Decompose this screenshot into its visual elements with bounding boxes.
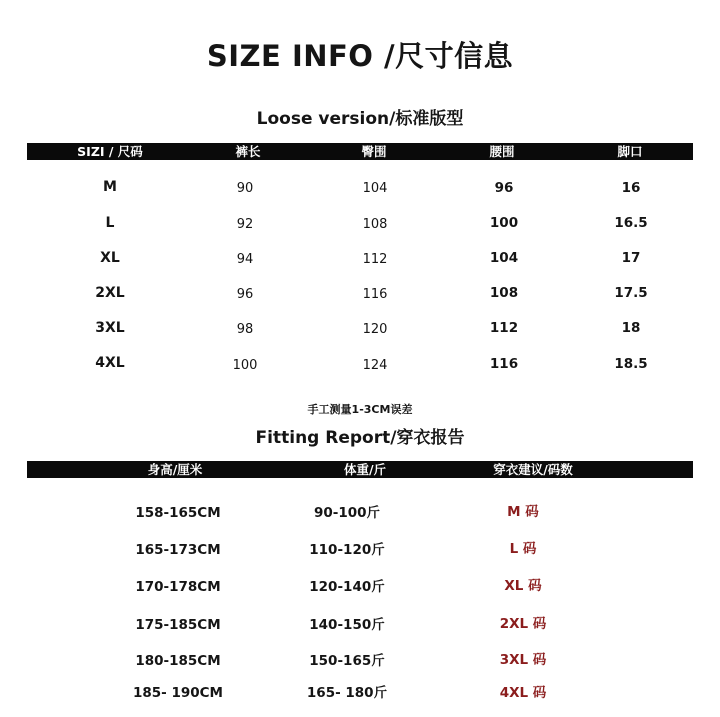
fitting-header-col-0: 身高/厘米 (147, 462, 203, 477)
size-cell: XL (100, 250, 120, 266)
size-cell: 2XL (95, 285, 125, 301)
recommended-size-cell: M 码 (507, 504, 539, 520)
size-header-col-2: 臀围 (361, 144, 387, 159)
size-cell: 4XL (95, 355, 125, 371)
size-header-col-0: SIZI / 尺码 (77, 144, 143, 159)
length-cell: 94 (236, 252, 254, 267)
fitting-header-col-1: 体重/斤 (343, 462, 387, 477)
hip-cell: 112 (362, 252, 388, 267)
page-title: SIZE INFO /尺寸信息 (206, 39, 514, 73)
length-cell: 92 (236, 217, 254, 232)
fitting-header-col-2: 穿衣建议/码数 (493, 462, 573, 477)
hip-cell: 124 (362, 358, 388, 373)
weight-cell: 110-120斤 (309, 542, 385, 558)
height-cell: 180-185CM (135, 653, 221, 669)
weight-cell: 120-140斤 (309, 579, 385, 595)
length-cell: 96 (236, 287, 254, 302)
height-cell: 158-165CM (135, 505, 221, 521)
recommended-size-cell: 2XL 码 (499, 616, 547, 632)
leg-opening-cell: 18 (621, 320, 641, 336)
waist-cell: 100 (489, 215, 519, 231)
size-header-col-3: 腰围 (489, 144, 515, 159)
waist-cell: 112 (489, 320, 519, 336)
size-cell: 3XL (95, 320, 125, 336)
weight-cell: 150-165斤 (309, 653, 385, 669)
measurement-note: 手工测量1-3CM误差 (307, 403, 413, 416)
length-cell: 100 (232, 358, 258, 373)
weight-cell: 165- 180斤 (306, 685, 388, 701)
length-cell: 90 (236, 181, 254, 196)
leg-opening-cell: 17 (621, 250, 641, 266)
recommended-size-cell: XL 码 (504, 578, 542, 594)
leg-opening-cell: 16.5 (614, 215, 648, 231)
hip-cell: 108 (362, 217, 388, 232)
weight-cell: 140-150斤 (309, 617, 385, 633)
length-cell: 98 (236, 322, 254, 337)
loose-version-subtitle: Loose version/标准版型 (256, 109, 464, 129)
waist-cell: 96 (494, 180, 514, 196)
size-header-col-4: 脚口 (617, 144, 643, 159)
size-header-col-1: 裤长 (235, 144, 261, 159)
size-cell: L (105, 215, 115, 231)
height-cell: 165-173CM (135, 542, 221, 558)
size-cell: M (103, 179, 117, 195)
height-cell: 175-185CM (135, 617, 221, 633)
recommended-size-cell: 4XL 码 (499, 685, 547, 701)
waist-cell: 116 (489, 356, 519, 372)
hip-cell: 116 (362, 287, 388, 302)
hip-cell: 104 (362, 181, 388, 196)
fitting-report-subtitle: Fitting Report/穿衣报告 (255, 428, 465, 448)
leg-opening-cell: 18.5 (614, 356, 648, 372)
hip-cell: 120 (362, 322, 388, 337)
leg-opening-cell: 17.5 (614, 285, 648, 301)
leg-opening-cell: 16 (621, 180, 641, 196)
weight-cell: 90-100斤 (313, 505, 381, 521)
height-cell: 185- 190CM (132, 685, 223, 701)
waist-cell: 104 (489, 250, 519, 266)
recommended-size-cell: L 码 (509, 541, 537, 557)
recommended-size-cell: 3XL 码 (499, 652, 547, 668)
height-cell: 170-178CM (135, 579, 221, 595)
waist-cell: 108 (489, 285, 519, 301)
